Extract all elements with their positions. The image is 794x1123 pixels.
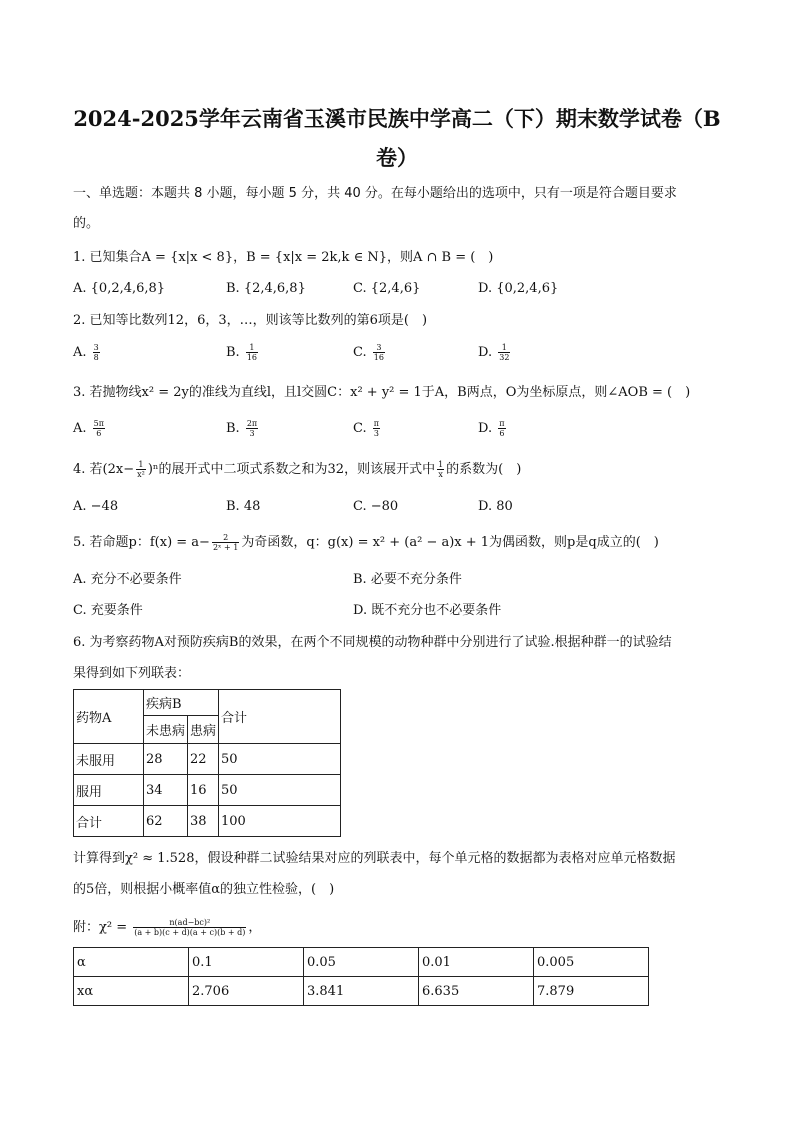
q3-option-d-fraction xyxy=(498,419,505,438)
fraction-denominator: 6 xyxy=(96,429,102,438)
section-heading-line1: 一、单选题：本题共 8 小题，每小题 5 分，共 40 分。在每小题给出的选项中，只有一项是符合题目要求 xyxy=(73,186,677,201)
fraction-denominator: 6 xyxy=(499,429,505,438)
q3-option-d-label: D. xyxy=(478,421,493,436)
q2-option-a xyxy=(73,343,102,363)
table-subheader-ill: 患病 xyxy=(188,716,219,744)
table-cell: 22 xyxy=(188,744,219,775)
table-row xyxy=(74,806,341,837)
q4-option-b: B. 48 xyxy=(226,499,261,514)
q2-option-c-label: C. xyxy=(353,345,367,360)
table-cell: 34 xyxy=(144,775,188,806)
q4-option-a: A. −48 xyxy=(73,499,119,514)
table-header-drug: 药物A xyxy=(74,690,144,744)
table-cell: xα xyxy=(74,977,189,1006)
fraction-denominator: 16 xyxy=(373,353,384,362)
table-cell: 3.841 xyxy=(304,977,419,1006)
q3-option-c xyxy=(353,419,382,439)
table-cell: 7.879 xyxy=(534,977,649,1006)
fraction-numerator: 1 xyxy=(498,343,510,353)
table-cell: 0.005 xyxy=(534,948,649,977)
q3-option-b-label: B. xyxy=(226,421,240,436)
q2-option-d-label: D. xyxy=(478,345,493,360)
fraction-denominator: 3 xyxy=(373,429,379,438)
fraction-numerator: 3 xyxy=(93,343,99,352)
fraction-numerator: n(ad−bc)² xyxy=(133,918,246,928)
q5-option-a: A. 充分不必要条件 xyxy=(73,572,182,587)
q2-option-b xyxy=(226,343,260,363)
section-heading-line2: 的。 xyxy=(73,216,100,231)
chi-square-formula xyxy=(73,918,261,938)
table-cell: 62 xyxy=(144,806,188,837)
q4-option-d: D. 80 xyxy=(478,499,513,514)
q1-option-b: B. {2,4,6,8} xyxy=(226,281,306,296)
fraction-denominator: 32 xyxy=(499,353,510,362)
q2-option-c xyxy=(353,343,387,363)
q2-option-d-fraction xyxy=(498,343,510,362)
fraction-denominator: (a + b)(c + d)(a + c)(b + d) xyxy=(134,928,246,937)
exam-title-line1: 2024-2025学年云南省玉溪市民族中学高二（下）期末数学试卷（B xyxy=(73,106,721,131)
fraction-denominator: 2ˣ + 1 xyxy=(212,543,239,552)
exam-title-line2: 卷） xyxy=(376,145,418,170)
table-row xyxy=(74,977,649,1006)
q3-option-d xyxy=(478,419,508,439)
question-6-after-line2: 的5倍，则根据小概率值α的独立性检验，( ) xyxy=(73,882,335,897)
contingency-table xyxy=(73,689,341,837)
question-6-after-line1: 计算得到χ² ≈ 1.528，假设种群二试验结果对应的列联表中，每个单元格的数据都为表格对应单元格数据 xyxy=(73,851,676,866)
q2-option-b-fraction xyxy=(246,343,258,362)
q3-option-a-label: A. xyxy=(73,421,87,436)
fraction-denominator: x² xyxy=(137,470,145,479)
q1-option-d: D. {0,2,4,6} xyxy=(478,281,559,296)
question-2-stem: 2. 已知等比数列12，6，3，…，则该等比数列的第6项是( ) xyxy=(73,313,428,328)
fraction-denominator: x xyxy=(438,470,443,479)
q5-stem-part-a: 5. 若命题p：f(x) = a− xyxy=(73,535,210,550)
q4-stem-part-a: 4. 若(2x− xyxy=(73,462,135,477)
q2-option-a-fraction xyxy=(93,343,100,362)
table-cell: 100 xyxy=(219,806,341,837)
question-4-stem xyxy=(73,460,521,480)
critical-value-table xyxy=(73,947,649,1006)
q4-stem-fraction xyxy=(136,460,146,479)
table-row xyxy=(74,775,341,806)
table-row xyxy=(74,948,649,977)
q4-stem-part-b: )ⁿ的展开式中二项式系数之和为32，则该展开式中 xyxy=(147,462,436,477)
q2-option-c-fraction xyxy=(373,343,385,362)
table-cell: 38 xyxy=(188,806,219,837)
table-row-label: 合计 xyxy=(74,806,144,837)
fraction-denominator: 8 xyxy=(93,353,99,362)
q1-option-a: A. {0,2,4,6,8} xyxy=(73,281,166,296)
fraction-denominator: 16 xyxy=(246,353,258,362)
table-cell: 2.706 xyxy=(189,977,304,1006)
q5-option-b: B. 必要不充分条件 xyxy=(353,572,462,587)
fraction-numerator: 1 xyxy=(438,460,444,469)
q5-option-d: D. 既不充分也不必要条件 xyxy=(353,603,502,618)
question-6-stem-line2: 果得到如下列联表： xyxy=(73,666,191,681)
table-header-total: 合计 xyxy=(219,690,341,744)
table-cell: 0.1 xyxy=(189,948,304,977)
fraction-numerator: 1 xyxy=(246,343,258,353)
q3-option-a-fraction xyxy=(93,419,105,438)
q1-option-c: C. {2,4,6} xyxy=(353,281,421,296)
q3-option-c-fraction xyxy=(373,419,380,438)
q3-option-a xyxy=(73,419,107,439)
q5-stem-fraction xyxy=(212,533,239,552)
q4-option-c: C. −80 xyxy=(353,499,399,514)
table-cell: 16 xyxy=(188,775,219,806)
table-cell: α xyxy=(74,948,189,977)
fraction-numerator: 5π xyxy=(93,419,105,428)
q5-stem-part-b: 为奇函数，q：g(x) = x² + (a² − a)x + 1为偶函数，则p是q成立的( ) xyxy=(241,535,659,550)
q2-option-d xyxy=(478,343,512,363)
q3-option-c-label: C. xyxy=(353,421,367,436)
table-row-label: 未服用 xyxy=(74,744,144,775)
q2-option-b-label: B. xyxy=(226,345,240,360)
q3-option-b-fraction xyxy=(246,419,258,438)
table-header-disease: 疾病B xyxy=(144,690,219,716)
fraction-denominator: 3 xyxy=(249,429,255,438)
q3-option-b xyxy=(226,419,260,439)
question-5-stem xyxy=(73,533,659,553)
table-cell: 50 xyxy=(219,775,341,806)
table-subheader-not-ill: 未患病 xyxy=(144,716,188,744)
q5-option-c: C. 充要条件 xyxy=(73,603,143,618)
question-1-stem: 1. 已知集合A = {x|x < 8}，B = {x|x = 2k,k ∈ N}，则A ∩ B = ( ) xyxy=(73,250,494,265)
fraction-numerator: 1 xyxy=(136,460,146,470)
question-6-stem-line1: 6. 为考察药物A对预防疾病B的效果，在两个不同规模的动物种群中分别进行了试验.根据种群一的试验结 xyxy=(73,635,672,650)
q2-option-a-label: A. xyxy=(73,345,87,360)
table-row-label: 服用 xyxy=(74,775,144,806)
table-cell: 50 xyxy=(219,744,341,775)
fraction-numerator: 3 xyxy=(373,343,385,353)
table-cell: 28 xyxy=(144,744,188,775)
fraction-numerator: π xyxy=(373,419,380,428)
fraction-numerator: 2 xyxy=(212,533,239,543)
formula-fraction xyxy=(133,918,246,937)
formula-suffix: ， xyxy=(248,920,262,935)
fraction-numerator: 2π xyxy=(246,419,258,428)
question-3-stem: 3. 若抛物线x² = 2y的准线为直线l，且l交圆C：x² + y² = 1于A，B两点，O为坐标原点，则∠AOB = ( ) xyxy=(73,385,691,400)
formula-prefix: 附：χ² = xyxy=(73,920,132,935)
table-row xyxy=(74,744,341,775)
table-cell: 0.01 xyxy=(419,948,534,977)
fraction-numerator: π xyxy=(499,419,505,428)
q4-stem-part-c: 的系数为( ) xyxy=(446,462,522,477)
q4-stem-fraction-2 xyxy=(437,460,444,479)
table-cell: 6.635 xyxy=(419,977,534,1006)
table-cell: 0.05 xyxy=(304,948,419,977)
